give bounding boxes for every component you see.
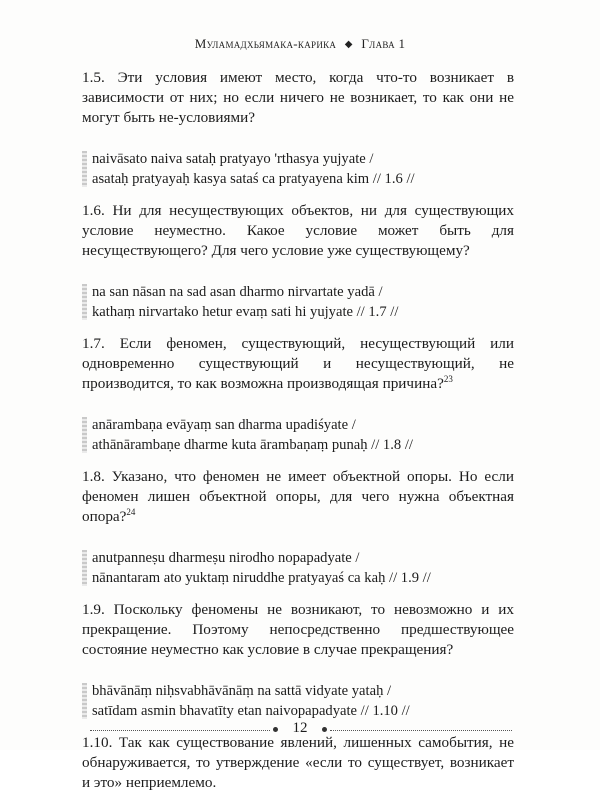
verse-1-6 [82,149,514,189]
footer-dot-icon [273,727,278,732]
verse-marker-icon [82,683,87,719]
verse-marker-icon [82,284,87,320]
footnote-ref-24[interactable]: 24 [126,506,136,517]
verse-marker-icon [82,151,87,187]
verse-line: asataḥ pratyayaḥ kasya sataś ca pratyayena kim // 1.6 // [92,171,415,187]
footnote-ref-23[interactable]: 23 [443,373,453,384]
verse-line: naivāsato naiva sataḥ pratyayo 'rthasya yujyate / [92,151,374,167]
verse-line: nānantaram ato yuktaṃ niruddhe pratyayaś ca kaḥ // 1.9 // [92,570,431,586]
running-header [0,36,600,52]
verse-1-9 [82,548,514,588]
verse-1-10 [82,681,514,721]
commentary-1-5: 1.5. Эти условия имеют место, когда что-то возникает в зависимости от них; но если ничего не возникает, то как они не могут быть не-условиями? [82,69,514,126]
verse-1-7 [82,282,514,322]
verse-line: anutpanneṣu dharmeṣu nirodho nopapadyate / [92,550,360,566]
footer-dot-icon [322,727,327,732]
page-footer [0,720,600,740]
commentary-1-9: 1.9. Поскольку феномены не возникают, то невозможно и их прекращение. Поэтому непосредственно предшествующее состояние неуместно как условие в случае прекращения? [82,601,514,658]
commentary-1-10: 1.10. Так как существование явлений, лишенных самобытия, не обнаруживается, то утверждение «если то существует, возникает и это» неприемлемо. [82,734,514,791]
footer-dotted-rule [90,730,270,731]
verse-1-8 [82,415,514,455]
commentary-1-8: 1.8. Указано, что феномен не имеет объектной опоры. Но если феномен лишен объектной опоры, для чего нужна объектная опора?$^{24}$ [82,468,514,525]
footer-dotted-rule [330,730,512,731]
commentary-1-6: 1.6. Ни для несуществующих объектов, ни для существующих условие неуместно. Какое условие может быть для несуществующего? Для чего условие уже существующему? [82,202,514,259]
verse-marker-icon [82,550,87,586]
verse-line: bhāvānāṃ niḥsvabhāvānāṃ na sattā vidyate yataḥ / [92,683,392,699]
verse-line: na san nāsan na sad asan dharmo nirvartate yadā / [92,284,383,300]
verse-line: kathaṃ nirvartako hetur evaṃ sati hi yujyate // 1.7 // [92,304,399,320]
commentary-1-7: 1.7. Если феномен, существующий, несуществующий или одновременно существующий и несуществующий, не производится, то как возможна производящая причина?$^{23}$ [82,335,514,392]
verse-line: athānārambaṇe dharme kuta ārambaṇaṃ punaḥ // 1.8 // [92,437,413,453]
chapter-label: Глава 1 [361,36,406,51]
page-number: 12 [292,720,308,736]
book-title: Муламадхьямака-карика [194,36,337,51]
verse-line: anārambaṇa evāyaṃ san dharma upadiśyate / [92,417,356,433]
page-content [82,68,514,793]
verse-line: satīdam asmin bhavatīty etan naivopapadyate // 1.10 // [92,703,410,719]
verse-marker-icon [82,417,87,453]
diamond-separator-icon: ◆ [344,39,353,50]
